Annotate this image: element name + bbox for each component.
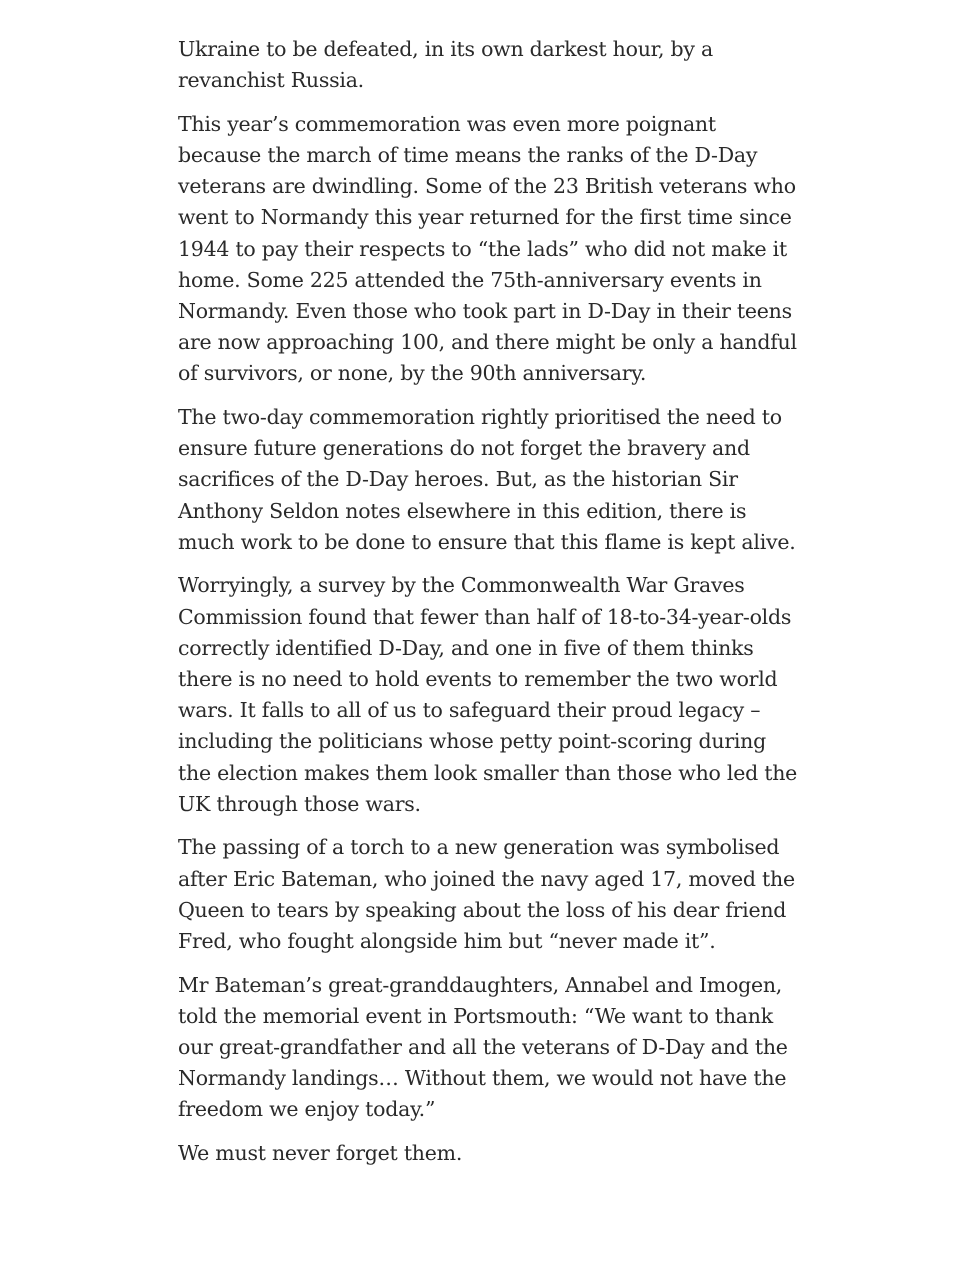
article-paragraph-1: Ukraine to be defeated, in its own darkest hour, by a revanchist Russia. [178, 37, 713, 93]
article-paragraph-3: The two-day commemoration rightly prioritised the need to ensure future generations do not forget the bravery and sacrifices of the D-Day heroes. But, as the historian Sir Anthony Seldon notes elsewhere in this edition, there is much work to be done to ensure that this flame is kept alive. [178, 405, 796, 554]
article-paragraph-4: Worryingly, a survey by the Commonwealth War Graves Commission found that fewer than half of 18-to-34-year-olds correctly identified D-Day, and one in five of them thinks there is no need to hold events to remember the two world wars. It falls to all of us to safeguard their proud legacy – including the politicians whose petty point-scoring during the election makes them look smaller than those who led the UK through those wars. [178, 573, 798, 816]
article-body [178, 34, 798, 1182]
article-paragraph-2: This year’s commemoration was even more poignant because the march of time means the ranks of the D-Day veterans are dwindling. Some of the 23 British veterans who went to Normandy this year returned for the first time since 1944 to pay their respects to “the lads” who did not make it home. Some 225 attended the 75th-anniversary events in Normandy. Even those who took part in D-Day in their teens are now approaching 100, and there might be only a handful of survivors, or none, by the 90th anniversary. [178, 111, 797, 386]
article-paragraph-7: We must never forget them. [178, 1141, 463, 1166]
article-paragraph-6: Mr Bateman’s great-granddaughters, Annabel and Imogen, told the memorial event in Portsmouth: “We want to thank our great-grandfather and all the veterans of D-Day and the Normandy landings… Without them, we would not have the freedom we enjoy today.” [178, 972, 788, 1122]
article-paragraph-5: The passing of a torch to a new generation was symbolised after Eric Bateman, who joined the navy aged 17, moved the Queen to tears by speaking about the loss of his dear friend Fred, who fought alongside him but “never made it”. [178, 835, 795, 954]
